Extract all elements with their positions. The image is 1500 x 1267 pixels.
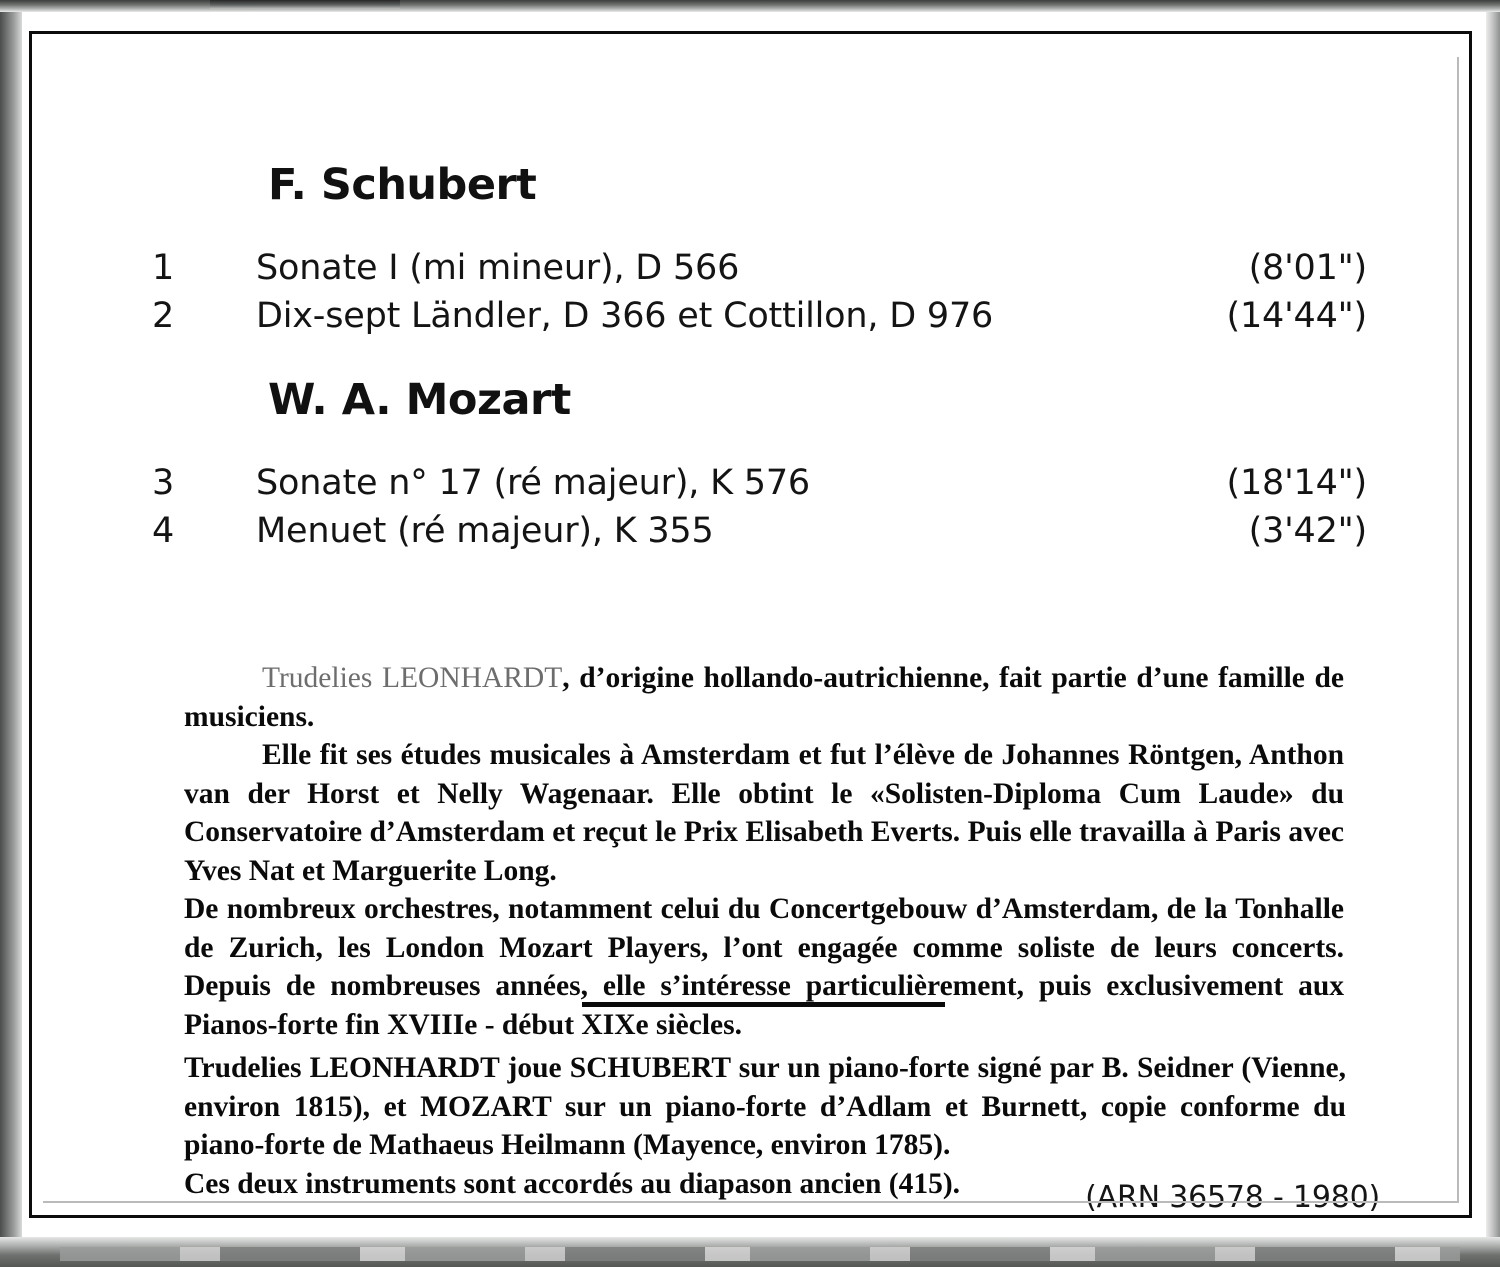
track-duration: (3'42") <box>1248 511 1367 551</box>
track-title: Menuet (ré majeur), K 355 <box>256 511 714 551</box>
track-number: 2 <box>152 296 175 336</box>
track-row[interactable] <box>152 248 1367 292</box>
artist-name-highlight: Trudelies LEONHARDT <box>262 662 563 694</box>
track-number: 4 <box>152 511 175 551</box>
track-duration: (8'01") <box>1248 248 1367 288</box>
composer-heading-schubert: F. Schubert <box>268 160 537 210</box>
track-number: 3 <box>152 463 175 503</box>
track-duration: (14'44") <box>1226 296 1367 336</box>
track-title: Sonate n° 17 (ré majeur), K 576 <box>256 463 811 503</box>
track-row[interactable] <box>152 511 1367 555</box>
section-divider-rule <box>582 1002 945 1007</box>
artist-biography <box>184 659 1344 1044</box>
track-number: 1 <box>152 248 175 288</box>
composer-heading-mozart: W. A. Mozart <box>268 375 571 425</box>
biography-paragraph-3: De nombreux orchestres, notamment celui du Concertgebouw d’Amsterdam, de la Tonhalle de Zurich, les London Mozart Players, l’ont engagée comme soliste de leurs concerts. Depuis de nombreuses années, elle s’intéresse particulièrement, puis exclusivement aux Pianos-forte fin XVIIIe - début XIXe siècles. <box>184 893 1344 1041</box>
scan-edge-top <box>0 0 1500 12</box>
track-duration: (18'14") <box>1226 463 1367 503</box>
track-row[interactable] <box>152 463 1367 507</box>
biography-paragraph-1 <box>184 659 1344 736</box>
scan-artifact-smudge <box>210 0 400 9</box>
scan-edge-left <box>0 0 22 1267</box>
biography-paragraph-2: Elle fit ses études musicales à Amsterdam et fut l’élève de Johannes Röntgen, Anthon van der Horst et Nelly Wagenaar. Elle obtint le «Solisten-Diploma Cum Laude» du Conservatoire d’Amsterdam et reçut le Prix Elisabeth Everts. Puis elle travailla à Paris avec Yves Nat et Marguerite Long. <box>184 739 1344 887</box>
printed-border-frame <box>29 31 1472 1218</box>
track-title: Sonate I (mi mineur), D 566 <box>256 248 740 288</box>
booklet-content <box>32 34 1496 1256</box>
instrument-note-paragraph-2: Ces deux instruments sont accordés au diapason ancien (415). <box>184 1167 961 1200</box>
instrument-note-paragraph-1: Trudelies LEONHARDT joue SCHUBERT sur un piano-forte signé par B. Seidner (Vienne, environ 1815), et MOZART sur un piano-forte d’Adlam et Burnett, copie conforme du piano-forte de Mathaeus Heilmann (Mayence, environ 1785). <box>184 1052 1346 1161</box>
biography-paragraph-1-text: , d’origine hollando-autrichienne, fait partie d’une famille de musiciens. <box>184 662 1344 733</box>
track-row[interactable] <box>152 296 1367 340</box>
booklet-card <box>22 12 1486 1234</box>
track-title: Dix-sept Ländler, D 366 et Cottillon, D 976 <box>256 296 994 336</box>
catalogue-number: (ARN 36578 - 1980) <box>1085 1180 1380 1215</box>
